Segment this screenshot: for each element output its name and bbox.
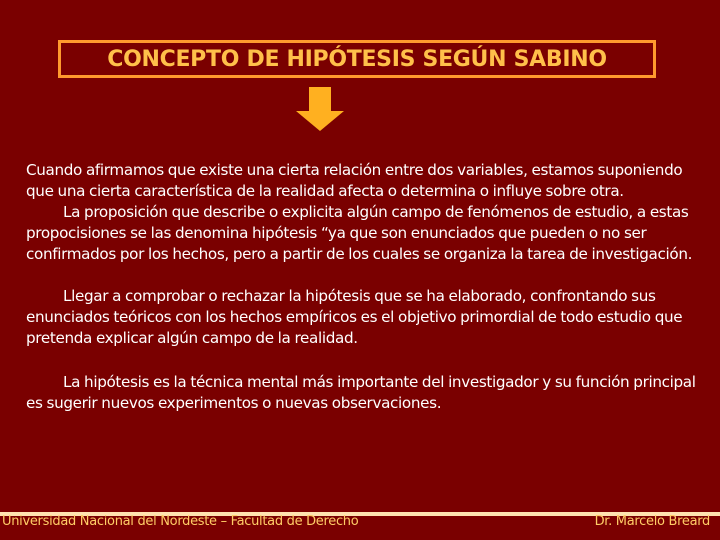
body-text <box>26 160 696 414</box>
paragraph-2: La proposición que describe o explicita algún campo de fenómenos de estudio, a estas propocisiones se las denomina hipótesis “ya que son enunciados que pueden o no ser confirmados por los hechos, pero a partir de los cuales se organiza la tarea de investigación. <box>26 203 693 263</box>
footer <box>0 512 720 540</box>
footer-institution: Universidad Nacional del Nordeste – Facultad de Derecho <box>2 514 359 529</box>
title-box <box>58 40 656 78</box>
slide-title: CONCEPTO DE HIPÓTESIS SEGÚN SABINO <box>107 46 607 72</box>
paragraph-4: La hipótesis es la técnica mental más importante del investigador y su función principal es sugerir nuevos experimentos o nuevas observaciones. <box>26 373 696 412</box>
paragraph-1: Cuando afirmamos que existe una cierta relación entre dos variables, estamos suponiendo que una cierta característica de la realidad afecta o determina o influye sobre otra. <box>26 161 683 200</box>
down-arrow-icon <box>296 87 344 131</box>
footer-author: Dr. Marcelo Breard <box>594 514 710 529</box>
paragraph-3: Llegar a comprobar o rechazar la hipótesis que se ha elaborado, confrontando sus enunciados teóricos con los hechos empíricos es el objetivo primordial de todo estudio que pretenda explicar algún campo de la realidad. <box>26 287 683 347</box>
